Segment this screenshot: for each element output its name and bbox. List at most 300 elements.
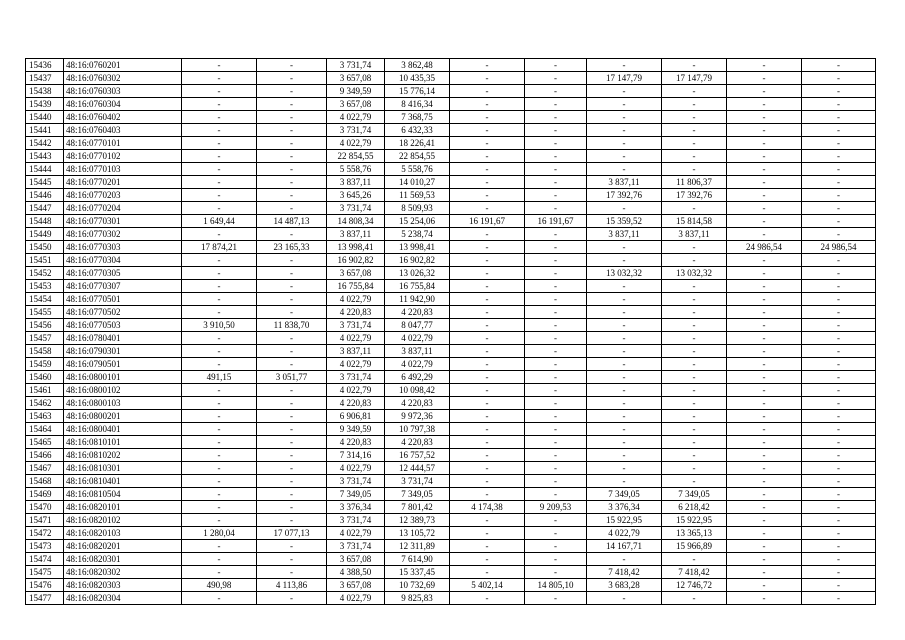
- value-cell: -: [662, 371, 727, 384]
- value-cell: -: [727, 280, 802, 293]
- cadastral-number-cell: 48:16:0770302: [64, 228, 182, 241]
- value-cell: 17 147,79: [662, 72, 727, 85]
- value-cell: 7 314,16: [327, 449, 385, 462]
- value-cell: -: [587, 384, 662, 397]
- value-cell: -: [525, 527, 587, 540]
- row-number-cell: 15461: [26, 384, 64, 397]
- value-cell: -: [802, 579, 876, 592]
- value-cell: -: [727, 319, 802, 332]
- value-cell: 22 854,55: [327, 150, 385, 163]
- value-cell: 15 254,06: [385, 215, 450, 228]
- cadastral-number-cell: 48:16:0770304: [64, 254, 182, 267]
- value-cell: -: [587, 436, 662, 449]
- value-cell: -: [802, 566, 876, 579]
- value-cell: -: [450, 280, 525, 293]
- value-cell: -: [257, 293, 327, 306]
- value-cell: -: [587, 254, 662, 267]
- value-cell: 14 805,10: [525, 579, 587, 592]
- table-row: [26, 202, 876, 215]
- value-cell: -: [662, 98, 727, 111]
- value-cell: 16 755,84: [327, 280, 385, 293]
- value-cell: -: [802, 488, 876, 501]
- value-cell: -: [257, 332, 327, 345]
- value-cell: 4 022,79: [327, 592, 385, 605]
- value-cell: -: [727, 514, 802, 527]
- value-cell: 3 910,50: [182, 319, 257, 332]
- row-number-cell: 15463: [26, 410, 64, 423]
- value-cell: -: [802, 72, 876, 85]
- table-row: [26, 241, 876, 254]
- table-row: [26, 319, 876, 332]
- value-cell: -: [727, 501, 802, 514]
- value-cell: -: [587, 423, 662, 436]
- value-cell: -: [802, 150, 876, 163]
- row-number-cell: 15464: [26, 423, 64, 436]
- value-cell: -: [587, 150, 662, 163]
- cadastral-number-cell: 48:16:0770501: [64, 293, 182, 306]
- cadastral-number-cell: 48:16:0820304: [64, 592, 182, 605]
- value-cell: -: [182, 254, 257, 267]
- value-cell: 7 349,05: [385, 488, 450, 501]
- table-row: [26, 579, 876, 592]
- value-cell: -: [257, 540, 327, 553]
- value-cell: -: [182, 202, 257, 215]
- value-cell: 3 731,74: [327, 319, 385, 332]
- value-cell: -: [450, 358, 525, 371]
- value-cell: -: [525, 280, 587, 293]
- value-cell: -: [662, 553, 727, 566]
- value-cell: -: [727, 449, 802, 462]
- value-cell: 3 862,48: [385, 59, 450, 72]
- value-cell: -: [802, 189, 876, 202]
- value-cell: -: [525, 124, 587, 137]
- value-cell: 3 731,74: [327, 59, 385, 72]
- table-row: [26, 514, 876, 527]
- value-cell: -: [257, 59, 327, 72]
- value-cell: -: [450, 202, 525, 215]
- value-cell: 3 645,26: [327, 189, 385, 202]
- value-cell: -: [257, 111, 327, 124]
- value-cell: 12 389,73: [385, 514, 450, 527]
- value-cell: -: [450, 566, 525, 579]
- value-cell: 4 022,79: [327, 137, 385, 150]
- value-cell: -: [727, 579, 802, 592]
- value-cell: 9 972,36: [385, 410, 450, 423]
- value-cell: -: [587, 410, 662, 423]
- table-row: [26, 189, 876, 202]
- value-cell: -: [662, 293, 727, 306]
- value-cell: 3 837,11: [587, 228, 662, 241]
- value-cell: -: [587, 59, 662, 72]
- cadastral-number-cell: 48:16:0770203: [64, 189, 182, 202]
- value-cell: -: [182, 280, 257, 293]
- value-cell: -: [450, 332, 525, 345]
- value-cell: -: [587, 85, 662, 98]
- value-cell: -: [450, 319, 525, 332]
- value-cell: 1 649,44: [182, 215, 257, 228]
- value-cell: -: [450, 254, 525, 267]
- value-cell: -: [587, 111, 662, 124]
- value-cell: 3 837,11: [327, 228, 385, 241]
- value-cell: -: [802, 475, 876, 488]
- value-cell: -: [587, 280, 662, 293]
- table-row: [26, 72, 876, 85]
- value-cell: 4 220,83: [385, 397, 450, 410]
- value-cell: -: [182, 111, 257, 124]
- value-cell: -: [450, 449, 525, 462]
- value-cell: -: [525, 228, 587, 241]
- value-cell: -: [525, 384, 587, 397]
- value-cell: -: [662, 241, 727, 254]
- value-cell: 8 416,34: [385, 98, 450, 111]
- value-cell: -: [727, 111, 802, 124]
- value-cell: -: [662, 150, 727, 163]
- value-cell: 15 814,58: [662, 215, 727, 228]
- value-cell: 16 191,67: [525, 215, 587, 228]
- value-cell: -: [727, 254, 802, 267]
- table-row: [26, 488, 876, 501]
- value-cell: -: [662, 423, 727, 436]
- value-cell: 13 032,32: [587, 267, 662, 280]
- value-cell: 1 280,04: [182, 527, 257, 540]
- value-cell: -: [450, 72, 525, 85]
- value-cell: -: [182, 176, 257, 189]
- value-cell: 10 435,35: [385, 72, 450, 85]
- value-cell: -: [802, 332, 876, 345]
- value-cell: 15 922,95: [587, 514, 662, 527]
- value-cell: -: [450, 85, 525, 98]
- value-cell: 4 220,83: [327, 397, 385, 410]
- value-cell: -: [727, 475, 802, 488]
- value-cell: -: [182, 345, 257, 358]
- value-cell: -: [182, 59, 257, 72]
- cadastral-number-cell: 48:16:0770503: [64, 319, 182, 332]
- value-cell: 22 854,55: [385, 150, 450, 163]
- table-row: [26, 124, 876, 137]
- value-cell: -: [662, 319, 727, 332]
- value-cell: 13 105,72: [385, 527, 450, 540]
- value-cell: -: [802, 397, 876, 410]
- value-cell: 15 359,52: [587, 215, 662, 228]
- value-cell: 6 906,81: [327, 410, 385, 423]
- row-number-cell: 15474: [26, 553, 64, 566]
- row-number-cell: 15468: [26, 475, 64, 488]
- value-cell: 6 492,29: [385, 371, 450, 384]
- value-cell: -: [450, 488, 525, 501]
- cadastral-number-cell: 48:16:0760302: [64, 72, 182, 85]
- value-cell: 8 047,77: [385, 319, 450, 332]
- table-row: [26, 449, 876, 462]
- value-cell: 4 220,83: [385, 306, 450, 319]
- value-cell: -: [525, 553, 587, 566]
- value-cell: -: [802, 371, 876, 384]
- value-cell: -: [182, 150, 257, 163]
- row-number-cell: 15466: [26, 449, 64, 462]
- value-cell: -: [182, 98, 257, 111]
- value-cell: -: [587, 124, 662, 137]
- value-cell: -: [450, 306, 525, 319]
- value-cell: -: [727, 59, 802, 72]
- value-cell: -: [257, 280, 327, 293]
- value-cell: 3 731,74: [327, 202, 385, 215]
- value-cell: -: [727, 540, 802, 553]
- value-cell: -: [525, 397, 587, 410]
- value-cell: -: [727, 345, 802, 358]
- value-cell: -: [182, 462, 257, 475]
- value-cell: -: [450, 124, 525, 137]
- value-cell: 3 837,11: [327, 176, 385, 189]
- row-number-cell: 15442: [26, 137, 64, 150]
- table-row: [26, 85, 876, 98]
- value-cell: 7 349,05: [587, 488, 662, 501]
- value-cell: -: [182, 501, 257, 514]
- value-cell: -: [587, 345, 662, 358]
- value-cell: -: [182, 163, 257, 176]
- row-number-cell: 15449: [26, 228, 64, 241]
- value-cell: -: [257, 488, 327, 501]
- row-number-cell: 15459: [26, 358, 64, 371]
- value-cell: -: [450, 436, 525, 449]
- cadastral-number-cell: 48:16:0820101: [64, 501, 182, 514]
- cadastral-number-cell: 48:16:0800101: [64, 371, 182, 384]
- table-row: [26, 384, 876, 397]
- value-cell: -: [525, 59, 587, 72]
- value-cell: 16 755,84: [385, 280, 450, 293]
- value-cell: -: [182, 475, 257, 488]
- cadastral-number-cell: 48:16:0760304: [64, 98, 182, 111]
- row-number-cell: 15443: [26, 150, 64, 163]
- value-cell: -: [587, 475, 662, 488]
- cadastral-number-cell: 48:16:0770502: [64, 306, 182, 319]
- value-cell: -: [525, 137, 587, 150]
- row-number-cell: 15469: [26, 488, 64, 501]
- table-body: [26, 59, 876, 605]
- value-cell: 11 838,70: [257, 319, 327, 332]
- row-number-cell: 15446: [26, 189, 64, 202]
- table-row: [26, 137, 876, 150]
- value-cell: -: [802, 163, 876, 176]
- row-number-cell: 15476: [26, 579, 64, 592]
- value-cell: -: [525, 189, 587, 202]
- value-cell: 3 657,08: [327, 267, 385, 280]
- value-cell: -: [182, 124, 257, 137]
- value-cell: 4 022,79: [327, 111, 385, 124]
- value-cell: 15 776,14: [385, 85, 450, 98]
- value-cell: 11 942,90: [385, 293, 450, 306]
- value-cell: -: [257, 397, 327, 410]
- value-cell: -: [182, 85, 257, 98]
- cadastral-number-cell: 48:16:0820102: [64, 514, 182, 527]
- value-cell: -: [662, 397, 727, 410]
- value-cell: 3 376,34: [327, 501, 385, 514]
- value-cell: 4 174,38: [450, 501, 525, 514]
- value-cell: -: [525, 566, 587, 579]
- value-cell: 5 558,76: [385, 163, 450, 176]
- value-cell: -: [662, 436, 727, 449]
- cadastral-number-cell: 48:16:0770102: [64, 150, 182, 163]
- value-cell: -: [727, 228, 802, 241]
- cadastral-number-cell: 48:16:0800103: [64, 397, 182, 410]
- value-cell: -: [587, 371, 662, 384]
- value-cell: 12 311,89: [385, 540, 450, 553]
- table-row: [26, 410, 876, 423]
- value-cell: -: [525, 423, 587, 436]
- row-number-cell: 15450: [26, 241, 64, 254]
- cadastral-number-cell: 48:16:0770103: [64, 163, 182, 176]
- value-cell: 13 998,41: [385, 241, 450, 254]
- cadastral-number-cell: 48:16:0770101: [64, 137, 182, 150]
- value-cell: -: [525, 371, 587, 384]
- row-number-cell: 15451: [26, 254, 64, 267]
- cadastral-number-cell: 48:16:0770301: [64, 215, 182, 228]
- value-cell: -: [802, 527, 876, 540]
- row-number-cell: 15454: [26, 293, 64, 306]
- value-cell: -: [727, 436, 802, 449]
- row-number-cell: 15444: [26, 163, 64, 176]
- value-cell: -: [525, 436, 587, 449]
- row-number-cell: 15436: [26, 59, 64, 72]
- value-cell: -: [450, 137, 525, 150]
- value-cell: -: [525, 150, 587, 163]
- value-cell: 3 837,11: [662, 228, 727, 241]
- value-cell: -: [802, 592, 876, 605]
- value-cell: 3 657,08: [327, 579, 385, 592]
- value-cell: -: [450, 241, 525, 254]
- cadastral-number-cell: 48:16:0800201: [64, 410, 182, 423]
- table-row: [26, 371, 876, 384]
- value-cell: 3 051,77: [257, 371, 327, 384]
- value-cell: -: [182, 423, 257, 436]
- cadastral-number-cell: 48:16:0820301: [64, 553, 182, 566]
- value-cell: -: [450, 527, 525, 540]
- value-cell: -: [662, 449, 727, 462]
- value-cell: -: [450, 163, 525, 176]
- value-cell: 23 165,33: [257, 241, 327, 254]
- value-cell: -: [802, 319, 876, 332]
- value-cell: 17 392,76: [587, 189, 662, 202]
- value-cell: 14 010,27: [385, 176, 450, 189]
- value-cell: -: [450, 553, 525, 566]
- cadastral-number-cell: 48:16:0760201: [64, 59, 182, 72]
- cadastral-number-cell: 48:16:0770204: [64, 202, 182, 215]
- table-row: [26, 111, 876, 124]
- value-cell: 3 731,74: [327, 124, 385, 137]
- table-row: [26, 280, 876, 293]
- value-cell: 4 022,79: [327, 293, 385, 306]
- table-row: [26, 358, 876, 371]
- row-number-cell: 15440: [26, 111, 64, 124]
- value-cell: 18 226,41: [385, 137, 450, 150]
- row-number-cell: 15453: [26, 280, 64, 293]
- value-cell: -: [450, 371, 525, 384]
- row-number-cell: 15471: [26, 514, 64, 527]
- value-cell: -: [257, 137, 327, 150]
- value-cell: -: [525, 514, 587, 527]
- cadastral-number-cell: 48:16:0820303: [64, 579, 182, 592]
- value-cell: -: [525, 306, 587, 319]
- value-cell: 3 837,11: [327, 345, 385, 358]
- table-row: [26, 293, 876, 306]
- value-cell: -: [802, 215, 876, 228]
- table-row: [26, 176, 876, 189]
- value-cell: 491,15: [182, 371, 257, 384]
- value-cell: 17 392,76: [662, 189, 727, 202]
- value-cell: -: [662, 280, 727, 293]
- value-cell: -: [802, 137, 876, 150]
- value-cell: -: [525, 98, 587, 111]
- value-cell: 16 902,82: [327, 254, 385, 267]
- value-cell: -: [802, 85, 876, 98]
- value-cell: -: [450, 345, 525, 358]
- value-cell: -: [525, 176, 587, 189]
- value-cell: -: [450, 540, 525, 553]
- value-cell: -: [257, 267, 327, 280]
- value-cell: 3 731,74: [327, 514, 385, 527]
- value-cell: -: [182, 228, 257, 241]
- table-row: [26, 59, 876, 72]
- value-cell: -: [182, 436, 257, 449]
- value-cell: -: [802, 254, 876, 267]
- value-cell: -: [257, 72, 327, 85]
- value-cell: -: [587, 137, 662, 150]
- value-cell: -: [525, 254, 587, 267]
- table-row: [26, 423, 876, 436]
- value-cell: -: [182, 397, 257, 410]
- value-cell: -: [450, 228, 525, 241]
- value-cell: -: [662, 124, 727, 137]
- value-cell: -: [525, 85, 587, 98]
- value-cell: 11 569,53: [385, 189, 450, 202]
- value-cell: -: [802, 267, 876, 280]
- value-cell: -: [802, 358, 876, 371]
- value-cell: -: [802, 293, 876, 306]
- value-cell: -: [257, 566, 327, 579]
- row-number-cell: 15473: [26, 540, 64, 553]
- value-cell: -: [257, 410, 327, 423]
- row-number-cell: 15441: [26, 124, 64, 137]
- value-cell: 14 487,13: [257, 215, 327, 228]
- value-cell: 5 402,14: [450, 579, 525, 592]
- value-cell: -: [525, 345, 587, 358]
- row-number-cell: 15462: [26, 397, 64, 410]
- value-cell: -: [662, 85, 727, 98]
- value-cell: -: [257, 514, 327, 527]
- value-cell: -: [257, 345, 327, 358]
- value-cell: -: [662, 384, 727, 397]
- cadastral-number-cell: 48:16:0820201: [64, 540, 182, 553]
- value-cell: -: [525, 72, 587, 85]
- table-row: [26, 501, 876, 514]
- value-cell: -: [450, 59, 525, 72]
- value-cell: 9 825,83: [385, 592, 450, 605]
- value-cell: -: [182, 553, 257, 566]
- table-row: [26, 397, 876, 410]
- table-row: [26, 527, 876, 540]
- value-cell: -: [727, 566, 802, 579]
- value-cell: -: [182, 384, 257, 397]
- value-cell: -: [802, 59, 876, 72]
- table-row: [26, 215, 876, 228]
- table-row: [26, 332, 876, 345]
- value-cell: -: [587, 553, 662, 566]
- value-cell: 17 077,13: [257, 527, 327, 540]
- row-number-cell: 15457: [26, 332, 64, 345]
- row-number-cell: 15456: [26, 319, 64, 332]
- row-number-cell: 15438: [26, 85, 64, 98]
- value-cell: -: [802, 423, 876, 436]
- value-cell: -: [450, 150, 525, 163]
- value-cell: -: [727, 176, 802, 189]
